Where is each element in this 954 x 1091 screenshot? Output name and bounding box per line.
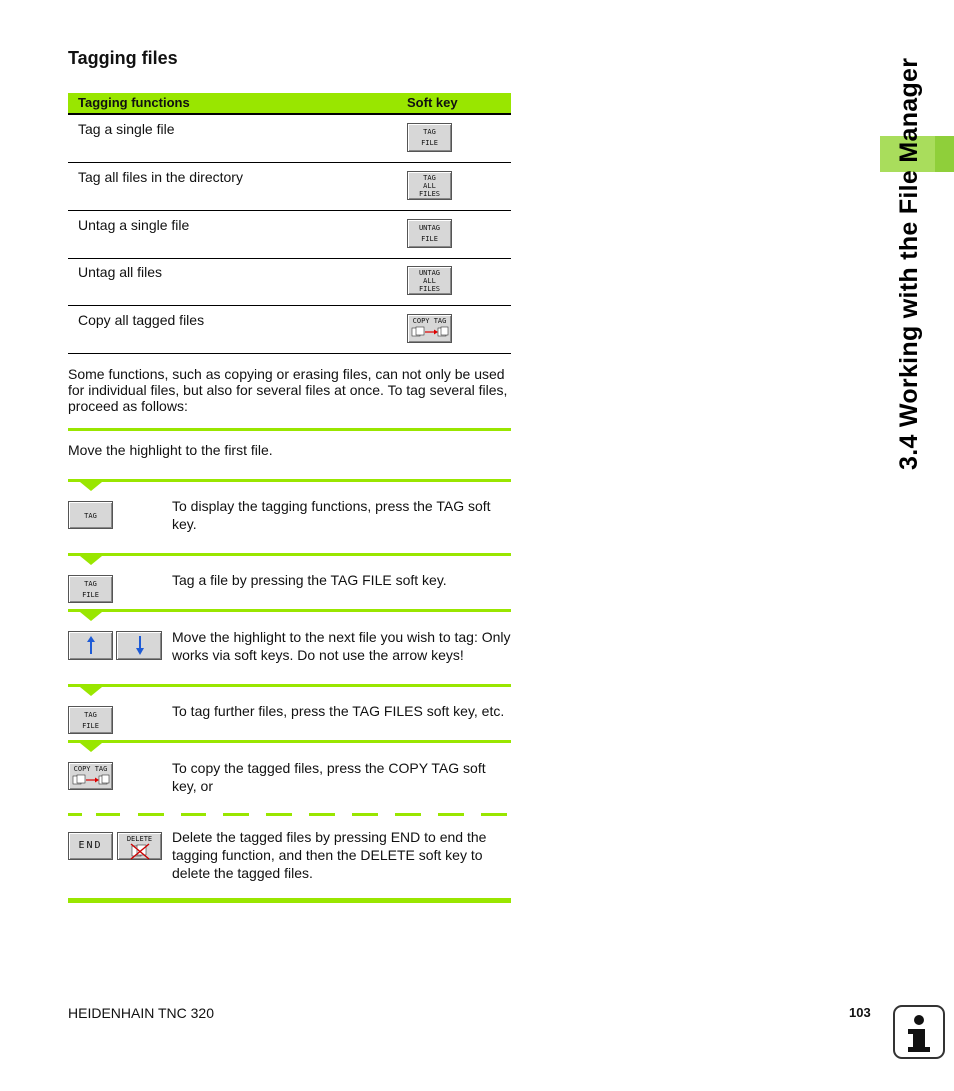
- end-key[interactable]: [68, 832, 113, 860]
- key-line: END: [78, 840, 103, 851]
- key-line: TAG: [84, 711, 97, 719]
- separator-line: [68, 428, 511, 431]
- table-header: [68, 93, 511, 115]
- dash-segment: [352, 813, 378, 816]
- tag-all-files-softkey[interactable]: [407, 171, 452, 200]
- row-text: Copy all tagged files: [78, 312, 205, 328]
- copy-tag-softkey[interactable]: [68, 762, 113, 790]
- row-text: Tag all files in the directory: [78, 169, 243, 185]
- separator-line: [68, 479, 511, 482]
- table-row: [68, 306, 511, 354]
- row-text: Untag all files: [78, 264, 163, 280]
- step-text: To tag further files, press the TAG FILES soft key, etc.: [172, 703, 505, 719]
- section-title: Tagging files: [68, 48, 178, 68]
- table-row: [68, 115, 511, 163]
- key-line: COPY TAG: [412, 317, 447, 325]
- tag-softkey[interactable]: [68, 501, 113, 529]
- key-line: ALL: [423, 277, 436, 285]
- separator-line: [68, 740, 511, 743]
- step-first-text: Move the highlight to the first file.: [68, 442, 273, 458]
- table-header-softkey: Soft key: [407, 95, 458, 110]
- step-text: To copy the tagged files, press the COPY TAG soft key, or: [172, 760, 486, 794]
- arrow-up-icon: [69, 632, 112, 659]
- dash-segment: [395, 813, 421, 816]
- copy-tag-softkey[interactable]: [407, 314, 452, 343]
- delete-softkey[interactable]: [117, 832, 162, 860]
- key-line: UNTAG: [418, 224, 441, 232]
- row-text: Untag a single file: [78, 217, 190, 233]
- table-row: [68, 258, 511, 306]
- step-arrow-icon: [80, 556, 102, 565]
- step-text: To display the tagging functions, press the TAG soft key.: [172, 498, 491, 532]
- dash-segment: [68, 813, 82, 816]
- dash-segment: [223, 813, 249, 816]
- chapter-heading: 3.4 Working with the File Manager: [895, 57, 923, 470]
- step-arrow-icon: [80, 482, 102, 491]
- step-text: Delete the tagged files by pressing END to end the tagging function, and then the DELETE soft key to delete the tagged files.: [172, 829, 487, 881]
- info-icon: [893, 1005, 945, 1059]
- separator-line: [68, 898, 511, 903]
- tag-file-softkey[interactable]: [68, 575, 113, 603]
- key-line: TAG: [423, 128, 436, 136]
- page-number: 103: [849, 1005, 871, 1020]
- key-line: FILE: [82, 591, 99, 599]
- arrow-down-key[interactable]: [116, 631, 162, 660]
- copy-files-icon: [71, 773, 111, 787]
- key-line: TAG: [84, 580, 97, 588]
- tag-file-softkey[interactable]: [68, 706, 113, 734]
- tag-file-softkey[interactable]: [407, 123, 452, 152]
- separator-line: [68, 609, 511, 612]
- dash-segment: [138, 813, 164, 816]
- arrow-up-key[interactable]: [68, 631, 113, 660]
- delete-files-icon: [120, 843, 160, 860]
- key-line: DELETE: [126, 835, 153, 843]
- dash-segment: [181, 813, 206, 816]
- arrow-down-icon: [117, 632, 161, 659]
- intro-paragraph: Some functions, such as copying or erasing files, can not only be used for individual files, but also for several files at once. To tag several files, proceed as follows:: [68, 366, 508, 414]
- table-header-functions: Tagging functions: [78, 95, 190, 110]
- dash-segment: [438, 813, 464, 816]
- step-arrow-icon: [80, 687, 102, 696]
- separator-line: [68, 553, 511, 556]
- untag-file-softkey[interactable]: [407, 219, 452, 248]
- key-line: FILES: [418, 285, 441, 293]
- table-row: [68, 163, 511, 211]
- step-text: Tag a file by pressing the TAG FILE soft key.: [172, 572, 447, 588]
- dash-segment: [96, 813, 120, 816]
- untag-all-files-softkey[interactable]: [407, 266, 452, 295]
- key-line: FILES: [418, 190, 441, 198]
- copy-files-icon: [410, 325, 450, 339]
- separator-line: [68, 684, 511, 687]
- key-line: TAG: [423, 174, 436, 182]
- key-line: FILE: [421, 235, 438, 243]
- dash-segment: [266, 813, 292, 816]
- key-line: FILE: [421, 139, 438, 147]
- key-line: UNTAG: [418, 269, 441, 277]
- step-text: Move the highlight to the next file you wish to tag: Only works via soft keys. Do not use the arrow keys!: [172, 629, 511, 663]
- key-line: TAG: [84, 512, 97, 520]
- dash-segment: [481, 813, 507, 816]
- dash-segment: [309, 813, 335, 816]
- row-text: Tag a single file: [78, 121, 175, 137]
- key-line: ALL: [423, 182, 436, 190]
- key-line: FILE: [82, 722, 99, 730]
- footer-product: HEIDENHAIN TNC 320: [68, 1005, 215, 1021]
- table-row: [68, 211, 511, 259]
- key-line: COPY TAG: [73, 765, 108, 773]
- step-arrow-icon: [80, 612, 102, 621]
- step-arrow-icon: [80, 743, 102, 752]
